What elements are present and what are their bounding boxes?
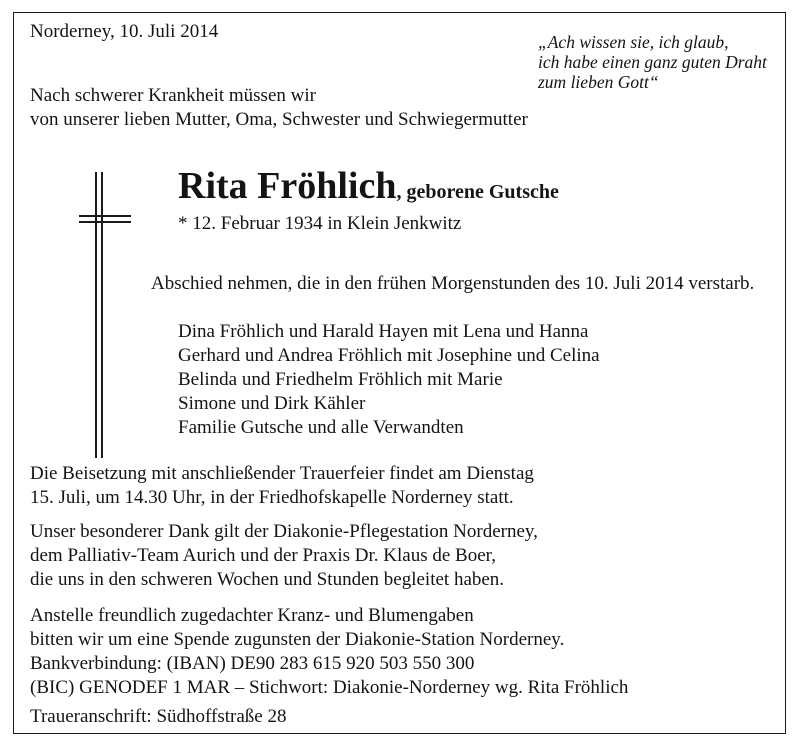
mourner-line-1: Dina Fröhlich und Harald Hayen mit Lena und Hanna: [178, 321, 589, 342]
intro-line-2: von unserer lieben Mutter, Oma, Schwester und Schwiegermutter: [30, 109, 528, 130]
place-date: Norderney, 10. Juli 2014: [30, 21, 219, 42]
donation-line-1: Anstelle freundlich zugedachter Kranz- und Blumengaben: [30, 605, 474, 626]
thanks-line-2: dem Palliativ-Team Aurich und der Praxis Dr. Klaus de Boer,: [30, 545, 496, 566]
mourning-address: Traueranschrift: Südhoffstraße 28: [30, 706, 287, 727]
birth-info: * 12. Februar 1934 in Klein Jenkwitz: [178, 213, 462, 234]
mourner-line-4: Simone und Dirk Kähler: [178, 393, 366, 414]
quote-line-3: zum lieben Gott“: [538, 72, 659, 92]
funeral-line-2: 15. Juli, um 14.30 Uhr, in der Friedhofskapelle Norderney statt.: [30, 487, 514, 508]
quote-line-1: „Ach wissen sie, ich glaub,: [538, 32, 729, 52]
mourner-line-3: Belinda und Friedhelm Fröhlich mit Marie: [178, 369, 503, 390]
funeral-line-1: Die Beisetzung mit anschließender Trauerfeier findet am Dienstag: [30, 463, 534, 484]
intro-line-1: Nach schwerer Krankheit müssen wir: [30, 85, 316, 106]
thanks-line-1: Unser besonderer Dank gilt der Diakonie-Pflegestation Norderney,: [30, 521, 538, 542]
farewell-line: Abschied nehmen, die in den frühen Morgenstunden des 10. Juli 2014 verstarb.: [151, 273, 755, 294]
quote-line-2: ich habe einen ganz guten Draht: [538, 52, 767, 72]
donation-line-3: Bankverbindung: (IBAN) DE90 283 615 920 503 550 300: [30, 653, 475, 674]
deceased-name-line: [178, 164, 559, 208]
donation-line-4: (BIC) GENODEF 1 MAR – Stichwort: Diakonie-Norderney wg. Rita Fröhlich: [30, 677, 629, 698]
mourner-line-2: Gerhard und Andrea Fröhlich mit Josephine und Celina: [178, 345, 600, 366]
mourner-line-5: Familie Gutsche und alle Verwandten: [178, 417, 464, 438]
deceased-maiden-name: , geborene Gutsche: [396, 181, 559, 203]
deceased-name: Rita Fröhlich: [178, 165, 397, 207]
thanks-line-3: die uns in den schweren Wochen und Stunden begleitet haben.: [30, 569, 505, 590]
donation-line-2: bitten wir um eine Spende zugunsten der Diakonie-Station Norderney.: [30, 629, 565, 650]
